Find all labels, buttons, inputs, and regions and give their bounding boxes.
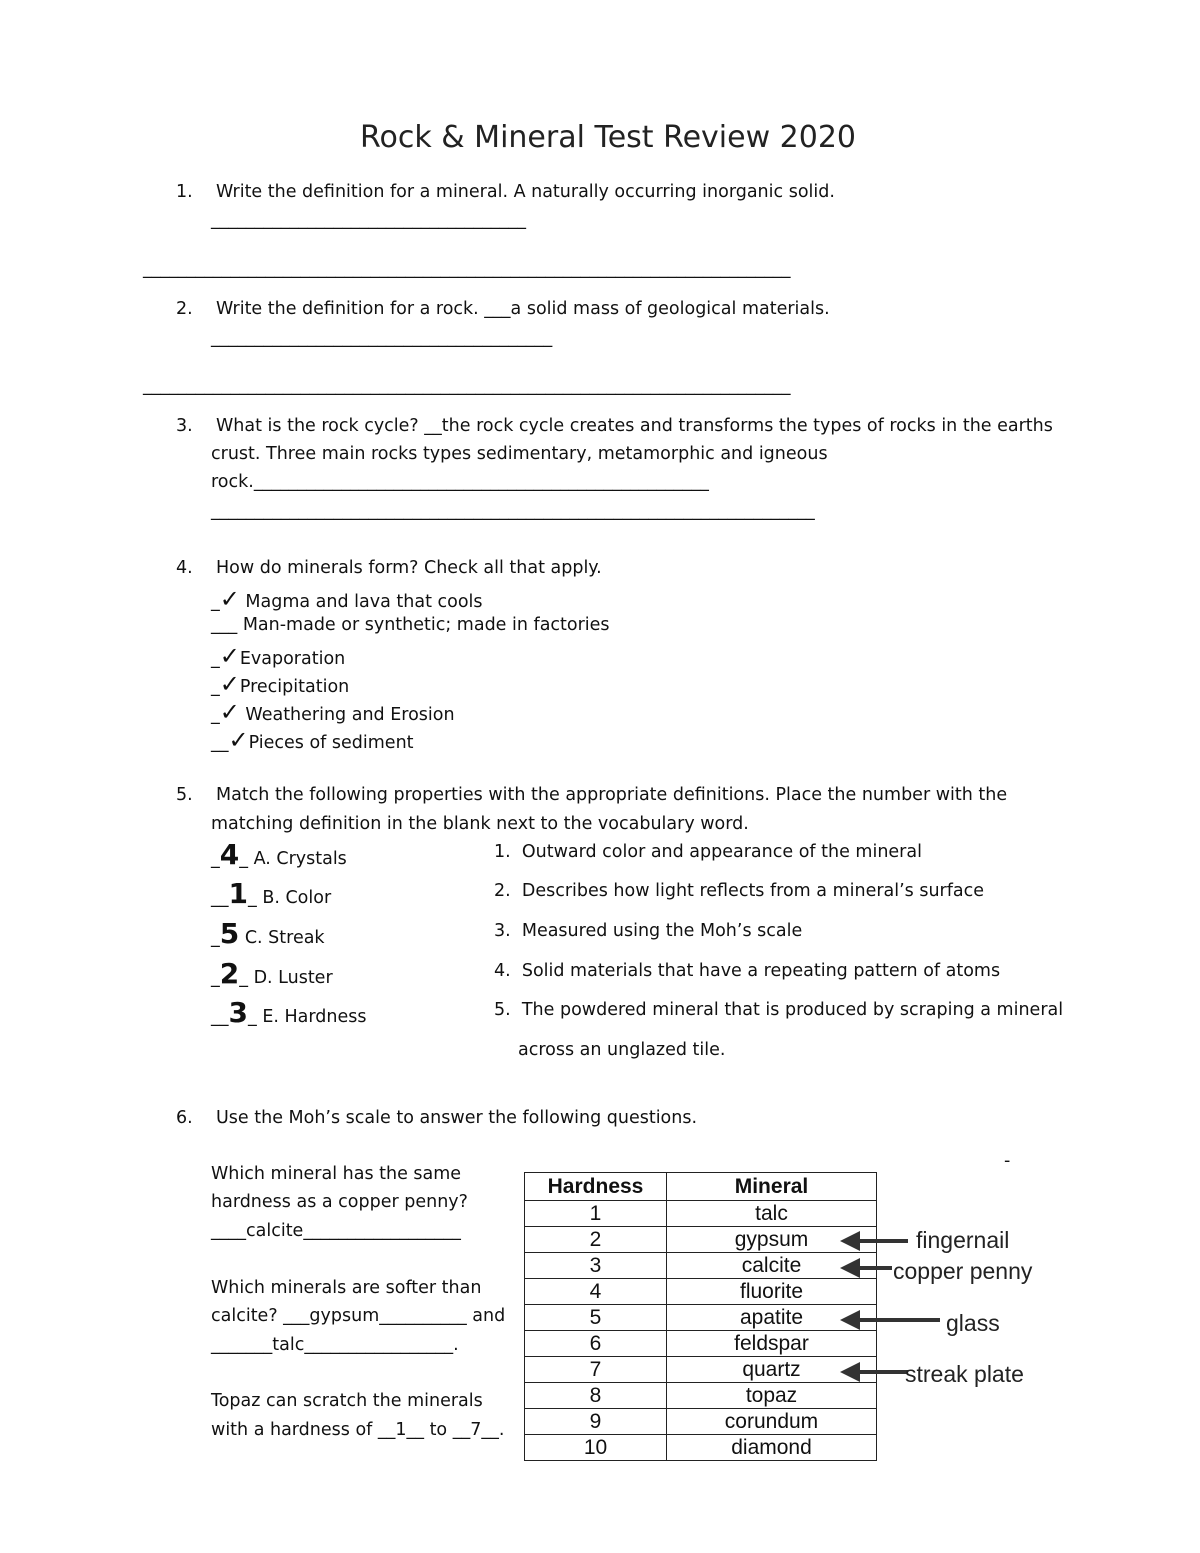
q3-number: 3. <box>176 416 193 436</box>
definition-text: Solid materials that have a repeating pattern of atoms <box>521 961 1001 981</box>
checkmark-icon: ✓ <box>219 670 240 698</box>
hardness-cell: 2 <box>525 1227 667 1253</box>
term-answer: 3 <box>228 996 248 1029</box>
arrow-left-icon <box>840 1310 910 1330</box>
q4-option <box>211 698 455 726</box>
q5-number: 5. <box>176 785 193 805</box>
q2-number: 2. <box>176 299 193 319</box>
q5-definition <box>494 920 802 942</box>
hardness-cell: 6 <box>525 1331 667 1357</box>
mineral-cell: topaz <box>667 1383 877 1409</box>
arrow-left-icon <box>840 1258 892 1278</box>
callout-glass: glass <box>946 1310 1000 1336</box>
mineral-cell: diamond <box>667 1435 877 1461</box>
mineral-cell: apatite <box>667 1305 877 1331</box>
q6a-line-2: hardness as a copper penny? <box>211 1192 468 1212</box>
q3-line-1: What is the rock cycle? __the rock cycle creates and transforms the types of rocks in the earths <box>216 416 1053 436</box>
q1-answer-line-a: ____________________________________ <box>211 210 526 230</box>
term-blank: _ <box>239 968 248 988</box>
option-blank: _ <box>211 677 220 697</box>
checkmark-icon: ✓ <box>219 642 240 670</box>
hardness-cell: 3 <box>525 1253 667 1279</box>
term-blank: _ <box>211 928 220 948</box>
q2-answer-line-b: __________________________________________________________________________ <box>143 376 791 396</box>
table-row <box>525 1357 877 1383</box>
hardness-cell: 4 <box>525 1279 667 1305</box>
mineral-cell: corundum <box>667 1409 877 1435</box>
definition-text: Describes how light reflects from a mineral’s surface <box>521 881 985 901</box>
mineral-cell: quartz <box>667 1357 877 1383</box>
q6-text: Use the Moh’s scale to answer the following questions. <box>216 1108 698 1128</box>
q5-definition <box>494 960 1000 982</box>
definition-number: 1. <box>494 842 511 862</box>
term-label: D. Luster <box>253 968 333 988</box>
q5-definition <box>494 841 922 863</box>
table-row <box>525 1383 877 1409</box>
q2-text: Write the definition for a rock. ___a solid mass of geological materials. <box>216 299 830 319</box>
q5-definition <box>494 880 984 902</box>
hardness-cell: 9 <box>525 1409 667 1435</box>
q4-option <box>211 614 610 636</box>
q1-answer-line-b: __________________________________________________________________________ <box>143 259 791 279</box>
q1-text: Write the definition for a mineral. A naturally occurring inorganic solid. <box>216 182 835 202</box>
q6b-line-3: _______talc_________________. <box>211 1335 459 1355</box>
q6b-line-1: Which minerals are softer than <box>211 1278 482 1298</box>
option-label: Magma and lava that cools <box>239 592 483 612</box>
term-label: E. Hardness <box>262 1007 367 1027</box>
arrow-left-icon <box>840 1362 908 1382</box>
q5-definition-continued: across an unglazed tile. <box>518 1040 726 1060</box>
mineral-cell: talc <box>667 1201 877 1227</box>
mineral-header: Mineral <box>667 1173 877 1201</box>
term-answer: 2 <box>219 957 240 990</box>
q5-term <box>211 838 347 871</box>
term-blank: __ <box>211 888 229 908</box>
table-row <box>525 1279 877 1305</box>
table-row <box>525 1435 877 1461</box>
checkmark-icon: ✓ <box>228 726 249 754</box>
term-label: A. Crystals <box>253 849 347 869</box>
term-answer: 5 <box>219 917 240 950</box>
hardness-cell: 5 <box>525 1305 667 1331</box>
mineral-cell: fluorite <box>667 1279 877 1305</box>
callout-fingernail: fingernail <box>916 1227 1010 1253</box>
option-label: Evaporation <box>239 649 346 669</box>
q5-term <box>211 917 325 950</box>
table-header-row <box>525 1173 877 1201</box>
q6c-line-1: Topaz can scratch the minerals <box>211 1391 483 1411</box>
table-row <box>525 1331 877 1357</box>
option-blank: _ <box>211 592 220 612</box>
table-row <box>525 1227 877 1253</box>
q5-term <box>211 996 367 1029</box>
q5-term <box>211 877 332 910</box>
q4-text: How do minerals form? Check all that apply. <box>216 558 602 578</box>
q1-number: 1. <box>176 182 193 202</box>
q6-number: 6. <box>176 1108 193 1128</box>
option-label: Weathering and Erosion <box>239 705 455 725</box>
mineral-cell: calcite <box>667 1253 877 1279</box>
option-blank: ___ <box>211 615 238 635</box>
q6c-line-2: with a hardness of __1__ to __7__. <box>211 1420 505 1440</box>
callout-copper-penny: copper penny <box>893 1258 1033 1284</box>
q6a-answer: ____calcite__________________ <box>211 1221 461 1241</box>
term-answer: 1 <box>228 877 248 910</box>
q6a-line-1: Which mineral has the same <box>211 1164 462 1184</box>
term-blank: _ <box>211 968 220 988</box>
q3-line-3: rock.____________________________________________________ <box>211 472 709 492</box>
definition-number: 5. <box>494 1000 511 1020</box>
table-row <box>525 1201 877 1227</box>
callout-streak-plate: streak plate <box>905 1361 1024 1387</box>
hardness-cell: 10 <box>525 1435 667 1461</box>
term-label: B. Color <box>262 888 332 908</box>
definition-text: Outward color and appearance of the mineral <box>521 842 922 862</box>
table-row <box>525 1409 877 1435</box>
page-title: Rock & Mineral Test Review 2020 <box>360 120 856 155</box>
mineral-cell: gypsum <box>667 1227 877 1253</box>
q4-number: 4. <box>176 558 193 578</box>
callout-arrows <box>830 1220 910 1400</box>
q5-line-2: matching definition in the blank next to the vocabulary word. <box>211 814 749 834</box>
q5-term <box>211 957 333 990</box>
checkmark-icon: ✓ <box>219 585 240 613</box>
hardness-cell: 8 <box>525 1383 667 1409</box>
q5-line-1: Match the following properties with the appropriate definitions. Place the number with the <box>216 785 1008 805</box>
q4-option <box>211 585 483 613</box>
option-label: Pieces of sediment <box>248 733 414 753</box>
option-label: Precipitation <box>239 677 350 697</box>
q2-answer-line-a: _______________________________________ <box>211 328 553 348</box>
term-blank: __ <box>211 1007 229 1027</box>
option-blank: __ <box>211 733 229 753</box>
definition-text: The powdered mineral that is produced by scraping a mineral <box>521 1000 1064 1020</box>
arrow-left-icon <box>840 1231 908 1251</box>
definition-number: 3. <box>494 921 511 941</box>
q3-line-4: _____________________________________________________________________ <box>211 501 815 521</box>
definition-text: Measured using the Moh’s scale <box>521 921 803 941</box>
hardness-cell: 1 <box>525 1201 667 1227</box>
arrow-extension <box>908 1312 940 1328</box>
term-blank: _ <box>247 888 257 908</box>
stray-mark: - <box>1004 1151 1011 1171</box>
term-blank: _ <box>247 1007 257 1027</box>
term-answer: 4 <box>219 838 240 871</box>
option-blank: _ <box>211 705 220 725</box>
checkmark-icon: ✓ <box>219 698 240 726</box>
hardness-header: Hardness <box>525 1173 667 1201</box>
mohs-scale-table <box>524 1172 877 1461</box>
option-label: Man-made or synthetic; made in factories <box>237 615 610 635</box>
table-row <box>525 1253 877 1279</box>
table-row <box>525 1305 877 1331</box>
definition-number: 4. <box>494 961 511 981</box>
term-blank: _ <box>211 849 220 869</box>
q4-option <box>211 670 349 698</box>
definition-number: 2. <box>494 881 511 901</box>
hardness-cell: 7 <box>525 1357 667 1383</box>
mineral-cell: feldspar <box>667 1331 877 1357</box>
q4-option <box>211 726 414 754</box>
q5-definition <box>494 999 1063 1021</box>
q4-option <box>211 642 345 670</box>
option-blank: _ <box>211 649 220 669</box>
term-label: C. Streak <box>244 928 325 948</box>
q6b-line-2: calcite? ___gypsum__________ and <box>211 1306 506 1326</box>
term-blank: _ <box>239 849 248 869</box>
q3-line-2: crust. Three main rocks types sedimentary, metamorphic and igneous <box>211 444 828 464</box>
